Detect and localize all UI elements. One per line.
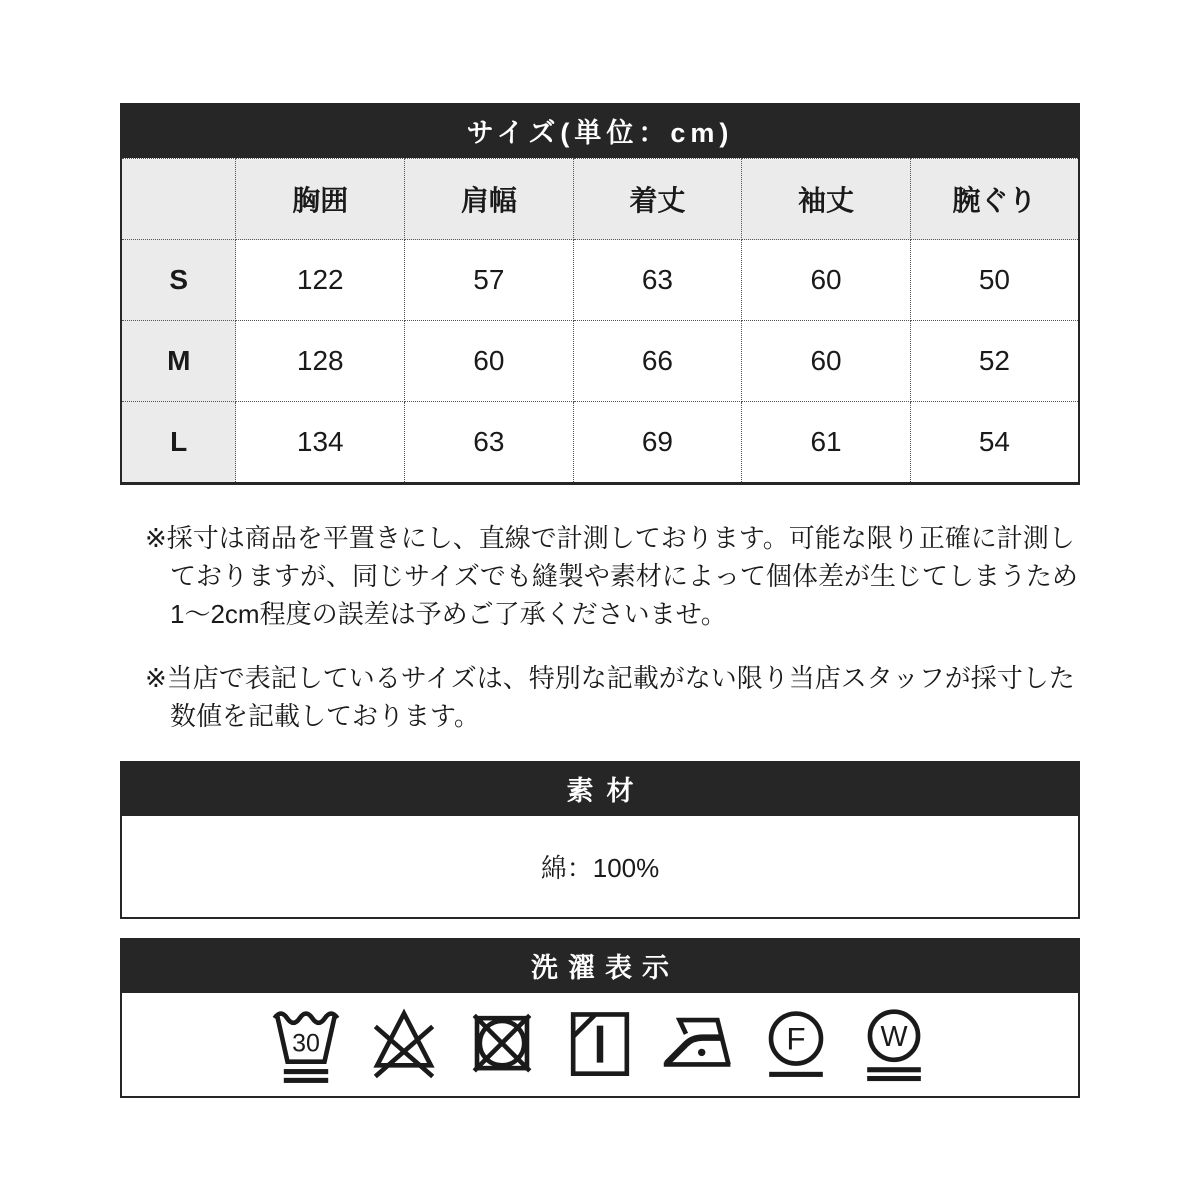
note-staff-measured: [120, 659, 1080, 735]
table-row-l: [121, 402, 1079, 484]
note-line: 数値を記載しております。: [170, 701, 480, 731]
data-cell: 61: [742, 402, 911, 484]
header-cell-armhole: 腕ぐり: [910, 159, 1079, 240]
size-table-header-row: [121, 159, 1079, 240]
data-cell: 69: [573, 402, 742, 484]
no-tumble-dry-icon: [465, 1002, 539, 1088]
material-section-header: [120, 761, 1080, 816]
header-cell-shoulder: 肩幅: [405, 159, 574, 240]
material-section: [120, 761, 1080, 919]
data-cell: 54: [910, 402, 1079, 484]
header-cell-length: 着丈: [573, 159, 742, 240]
care-section: [120, 938, 1080, 1098]
data-cell: 66: [573, 321, 742, 402]
svg-text:F: F: [786, 1021, 806, 1057]
size-label: S: [121, 240, 236, 321]
size-label: L: [121, 402, 236, 484]
no-bleach-icon: [367, 1002, 441, 1088]
size-label: M: [121, 321, 236, 402]
svg-text:W: W: [880, 1020, 908, 1053]
data-cell: 122: [236, 240, 405, 321]
data-cell: 52: [910, 321, 1079, 402]
data-cell: 128: [236, 321, 405, 402]
data-cell: 60: [742, 240, 911, 321]
data-cell: 63: [573, 240, 742, 321]
wash-30-very-gentle-icon: [269, 1002, 343, 1088]
size-section-title: サイズ(単位：cm): [466, 118, 734, 148]
iron-low-heat-icon: [661, 1002, 735, 1088]
material-value: 綿：100%: [540, 853, 660, 883]
care-section-header: [120, 938, 1080, 993]
table-row-s: [121, 240, 1079, 321]
care-panel: [120, 993, 1080, 1098]
data-cell: 60: [742, 321, 911, 402]
wet-clean-w-very-gentle-icon: [857, 1002, 931, 1088]
size-spec-sheet: [120, 103, 1080, 1098]
material-panel: [120, 816, 1080, 919]
data-cell: 134: [236, 402, 405, 484]
note-line: ておりますが、同じサイズでも縫製や素材によって個体差が生じてしまうため: [170, 561, 1078, 591]
data-cell: 50: [910, 240, 1079, 321]
care-section-title: 洗濯表示: [531, 953, 679, 983]
data-cell: 63: [405, 402, 574, 484]
data-cell: 57: [405, 240, 574, 321]
size-section-header: [120, 103, 1080, 158]
note-measurement-accuracy: [120, 519, 1080, 633]
note-line: ※採寸は商品を平置きにし、直線で計測しております。可能な限り正確に計測し: [145, 523, 1075, 553]
note-line: ※当店で表記しているサイズは、特別な記載がない限り当店スタッフが採寸した: [145, 663, 1075, 693]
svg-text:30: 30: [292, 1028, 320, 1057]
size-table: [120, 158, 1080, 485]
header-cell-chest: 胸囲: [236, 159, 405, 240]
header-cell-sleeve: 袖丈: [742, 159, 911, 240]
data-cell: 60: [405, 321, 574, 402]
material-section-title: 素材: [566, 776, 647, 806]
header-cell-blank: [121, 159, 236, 240]
shade-hang-dry-icon: [563, 1002, 637, 1088]
note-line: 1〜2cm程度の誤差は予めご了承くださいませ。: [170, 599, 727, 629]
measurement-notes: [120, 519, 1080, 735]
table-row-m: [121, 321, 1079, 402]
dry-clean-f-gentle-icon: [759, 1002, 833, 1088]
care-icons-row: [269, 1002, 931, 1088]
